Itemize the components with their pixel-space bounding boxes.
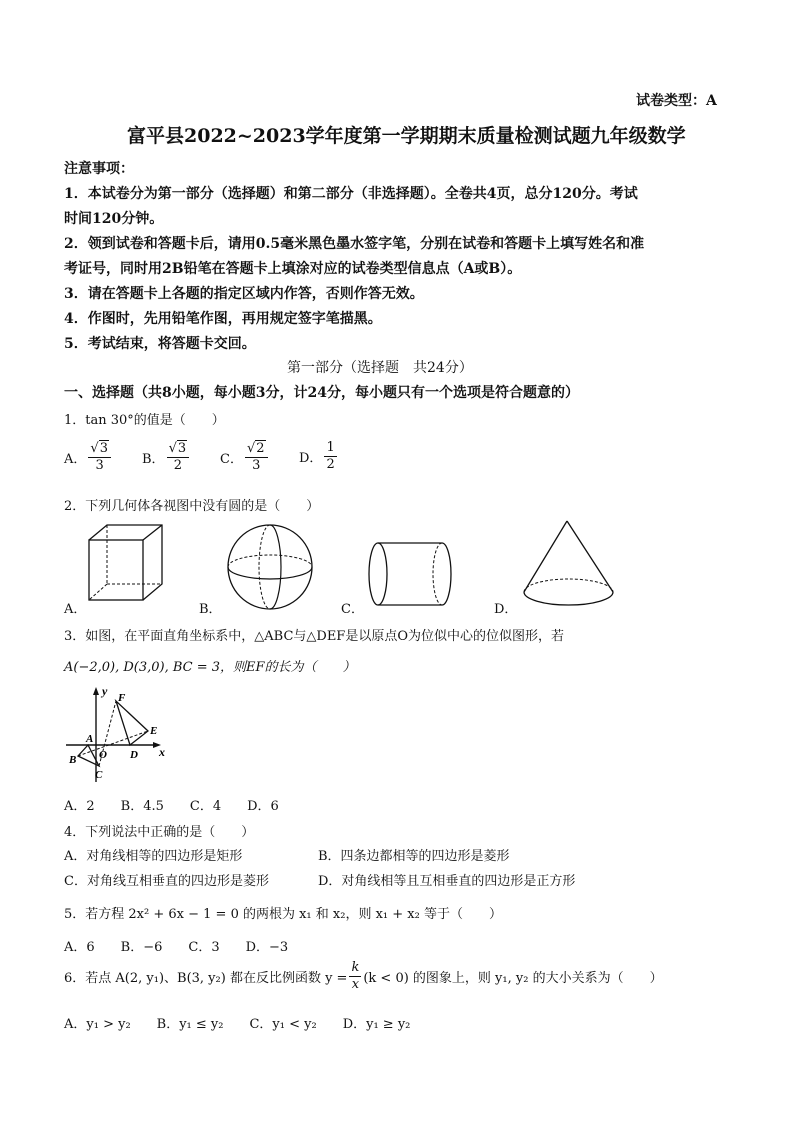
- q2-label-d: D．: [494, 602, 518, 617]
- radicand: 3: [177, 441, 187, 456]
- cone-figure: [520, 518, 618, 610]
- fraction: [349, 960, 361, 993]
- option-label: C．: [220, 451, 243, 467]
- denominator: 3: [252, 458, 261, 473]
- paper-type: 试卷类型：A: [636, 93, 717, 109]
- numerator: 1: [326, 440, 335, 455]
- q1-option-b: [142, 440, 191, 474]
- fraction: √ 3 2: [167, 440, 190, 474]
- part1-heading: 第一部分（选择题 共24分）: [287, 360, 473, 376]
- note-line: 时间120分钟。: [64, 211, 164, 227]
- q1-option-d: [299, 440, 339, 473]
- note-line: 4．作图时，先用铅笔作图，再用规定签字笔描黑。: [64, 311, 382, 327]
- q3-coordinate-figure: [64, 684, 174, 784]
- q3-stem: 3．如图，在平面直角坐标系中，△ABC与△DEF是以原点O为位似中心的位似图形，若: [64, 629, 564, 644]
- fraction: √ 3 3: [88, 440, 111, 474]
- origin-label: O: [99, 749, 107, 761]
- point-label-b: B: [69, 754, 77, 766]
- point-label-c: C: [95, 769, 103, 781]
- sphere-figure: [225, 524, 317, 612]
- fraction: √ 2 3: [245, 440, 268, 474]
- q1-stem: 1．tan 30°的值是（ ）: [64, 413, 225, 428]
- q2-label-a: A．: [64, 602, 87, 617]
- q4-option-c: C．对角线互相垂直的四边形是菱形: [64, 874, 269, 889]
- option-label: B．: [142, 451, 165, 467]
- option-label: A．: [64, 451, 87, 467]
- denominator: x: [351, 977, 360, 992]
- denominator: 3: [95, 458, 104, 473]
- denominator: 2: [326, 457, 335, 472]
- q2-label-b: B．: [199, 602, 222, 617]
- q5-options: A．6 B．−6 C．3 D．−3: [64, 940, 289, 955]
- q1-option-c: [220, 440, 270, 474]
- q4-option-d: D．对角线相等且互相垂直的四边形是正方形: [318, 874, 576, 889]
- option-label: D．: [299, 451, 323, 466]
- page-title: 富平县2022~2023学年度第一学期期末质量检测试题九年级数学: [127, 125, 686, 147]
- axis-label-x: x: [159, 745, 165, 759]
- radicand: 3: [99, 441, 108, 456]
- q3-stem-conditions: A(−2,0), D(3,0), BC = 3，则EF的长为（ ）: [64, 660, 356, 675]
- q1-option-a: [64, 440, 113, 474]
- radicand: 2: [256, 441, 265, 456]
- q6-options: A．y₁ > y₂ B．y₁ ≤ y₂ C．y₁ < y₂ D．y₁ ≥ y₂: [64, 1017, 411, 1032]
- denominator: 2: [173, 458, 182, 473]
- q2-stem: 2．下列几何体各视图中没有圆的是（ ）: [64, 499, 320, 514]
- q2-label-c: C．: [341, 602, 364, 617]
- cube-figure: [86, 522, 166, 608]
- point-label-a: A: [86, 733, 94, 745]
- notes-heading: 注意事项：: [64, 161, 134, 177]
- numerator: k: [351, 960, 360, 975]
- point-label-d: D: [130, 749, 138, 761]
- cylinder-figure: [367, 540, 453, 610]
- note-line: 5．考试结束，将答题卡交回。: [64, 336, 256, 352]
- point-label-e: E: [150, 725, 158, 737]
- q6-stem: [64, 960, 663, 993]
- q6-stem-part1: 6．若点 A(2, y₁)、B(3, y₂) 都在反比例函数 y =: [64, 971, 348, 986]
- fraction: [324, 440, 336, 473]
- q6-stem-part2: (k < 0) 的图象上，则 y₁, y₂ 的大小关系为（ ）: [363, 971, 663, 986]
- q5-stem: 5．若方程 2x² + 6x − 1 = 0 的两根为 x₁ 和 x₂，则 x₁ + x₂ 等于（ ）: [64, 907, 502, 922]
- section-heading: 一、选择题（共8小题，每小题3分，计24分，每小题只有一个选项是符合题意的）: [64, 385, 579, 401]
- q4-option-b: B．四条边都相等的四边形是菱形: [318, 849, 510, 864]
- note-line: 考证号，同时用2B铅笔在答题卡上填涂对应的试卷类型信息点（A或B）。: [64, 261, 522, 277]
- note-line: 1．本试卷分为第一部分（选择题）和第二部分（非选择题）。全卷共4页，总分120分。考试: [64, 186, 638, 202]
- note-line: 2．领到试卷和答题卡后，请用0.5毫米黑色墨水签字笔，分别在试卷和答题卡上填写姓名和准: [64, 236, 645, 252]
- note-line: 3．请在答题卡上各题的指定区域内作答，否则作答无效。: [64, 286, 424, 302]
- q4-stem: 4．下列说法中正确的是（ ）: [64, 825, 255, 840]
- q4-option-a: A．对角线相等的四边形是矩形: [64, 849, 243, 864]
- point-label-f: F: [118, 692, 126, 704]
- axis-label-y: y: [102, 684, 108, 698]
- q3-options: A．2 B．4.5 C．4 D．6: [64, 799, 279, 814]
